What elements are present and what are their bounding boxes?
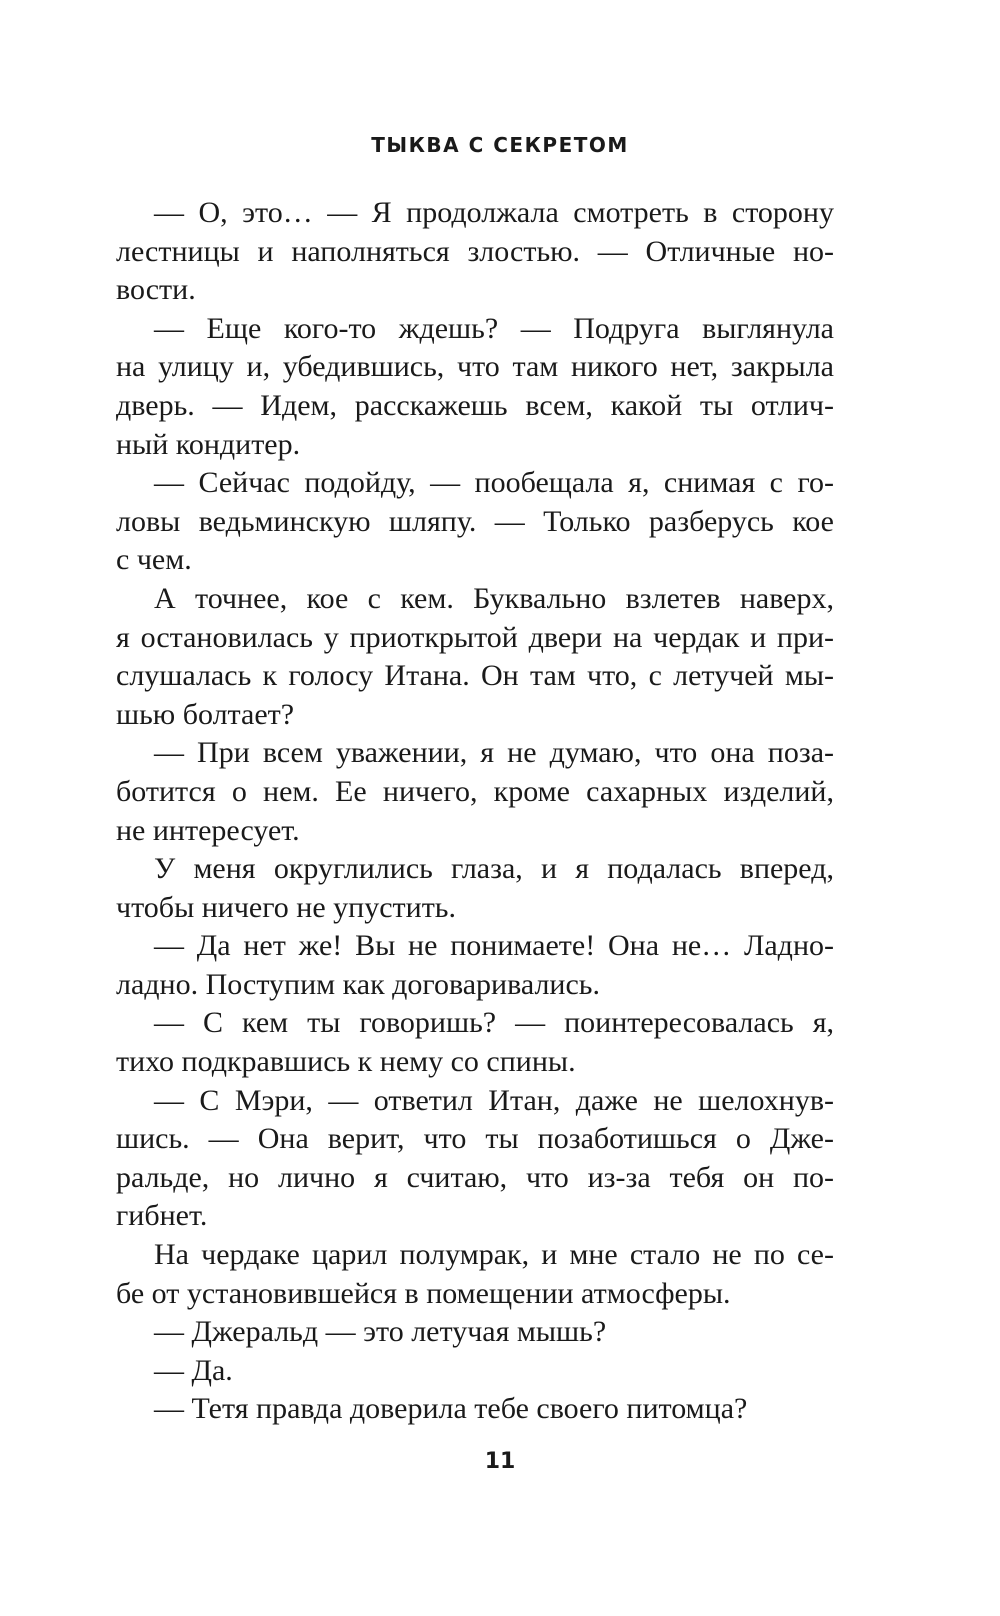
text-line: ловы ведьминскую шляпу. — Только разберусь кое (116, 504, 834, 538)
text-line: ладно. Поступим как договаривались. (116, 967, 600, 1001)
text-line: — Еще кого-то ждешь? — Подруга выглянула (154, 311, 834, 345)
text-line: На чердаке царил полумрак, и мне стало не по се- (154, 1238, 834, 1272)
text-line: шью болтает? (116, 697, 295, 731)
text-line: тихо подкравшись к нему со спины. (116, 1045, 576, 1079)
text-line: бе от установившейся в помещении атмосферы. (116, 1276, 731, 1310)
text-line: — При всем уважении, я не думаю, что она поза- (154, 736, 834, 770)
text-line: слушалась к голосу Итана. Он там что, с летучей мы- (116, 659, 834, 693)
text-line: — Сейчас подойду, — пообещала я, снимая с го- (154, 466, 834, 500)
text-line: вости. (116, 273, 196, 307)
text-line: с чем. (116, 543, 192, 577)
text-line: гибнет. (116, 1199, 208, 1233)
text-line: — С Мэри, — ответил Итан, даже не шелохнув- (154, 1083, 834, 1117)
text-line: чтобы ничего не упустить. (116, 890, 456, 924)
text-line: ботится о нем. Ее ничего, кроме сахарных изделий, (116, 774, 834, 808)
text-line: — Тетя правда доверила тебе своего питомца? (154, 1392, 748, 1426)
text-line: дверь. — Идем, расскажешь всем, какой ты отлич- (116, 388, 834, 422)
text-line: я остановилась у приоткрытой двери на чердак и при- (116, 620, 834, 654)
text-line: — Да. (154, 1353, 233, 1387)
text-line: лестницы и наполняться злостью. — Отличные но- (116, 234, 834, 268)
text-line: на улицу и, убедившись, что там никого нет, закрыла (116, 350, 834, 384)
text-line: — Да нет же! Вы не понимаете! Она не… Ладно- (154, 929, 834, 963)
text-line: А точнее, кое с кем. Буквально взлетев наверх, (154, 581, 834, 615)
running-title: ТЫКВА С СЕКРЕТОМ (371, 133, 629, 157)
page-text (116, 194, 834, 1429)
text-line: — Джеральд — это летучая мышь? (154, 1315, 607, 1349)
text-line: ный кондитер. (116, 427, 301, 461)
text-line: У меня округлились глаза, и я подалась вперед, (154, 852, 834, 886)
text-line: не интересует. (116, 813, 300, 847)
page-number: 11 (484, 1449, 516, 1474)
text-line: ральде, но лично я считаю, что из-за тебя он по- (116, 1160, 834, 1194)
text-line: — С кем ты говоришь? — поинтересовалась я, (154, 1006, 834, 1040)
text-line: шись. — Она верит, что ты позаботишься о Дже- (116, 1122, 834, 1156)
text-line: — О, это… — Я продолжала смотреть в сторону (154, 196, 834, 229)
